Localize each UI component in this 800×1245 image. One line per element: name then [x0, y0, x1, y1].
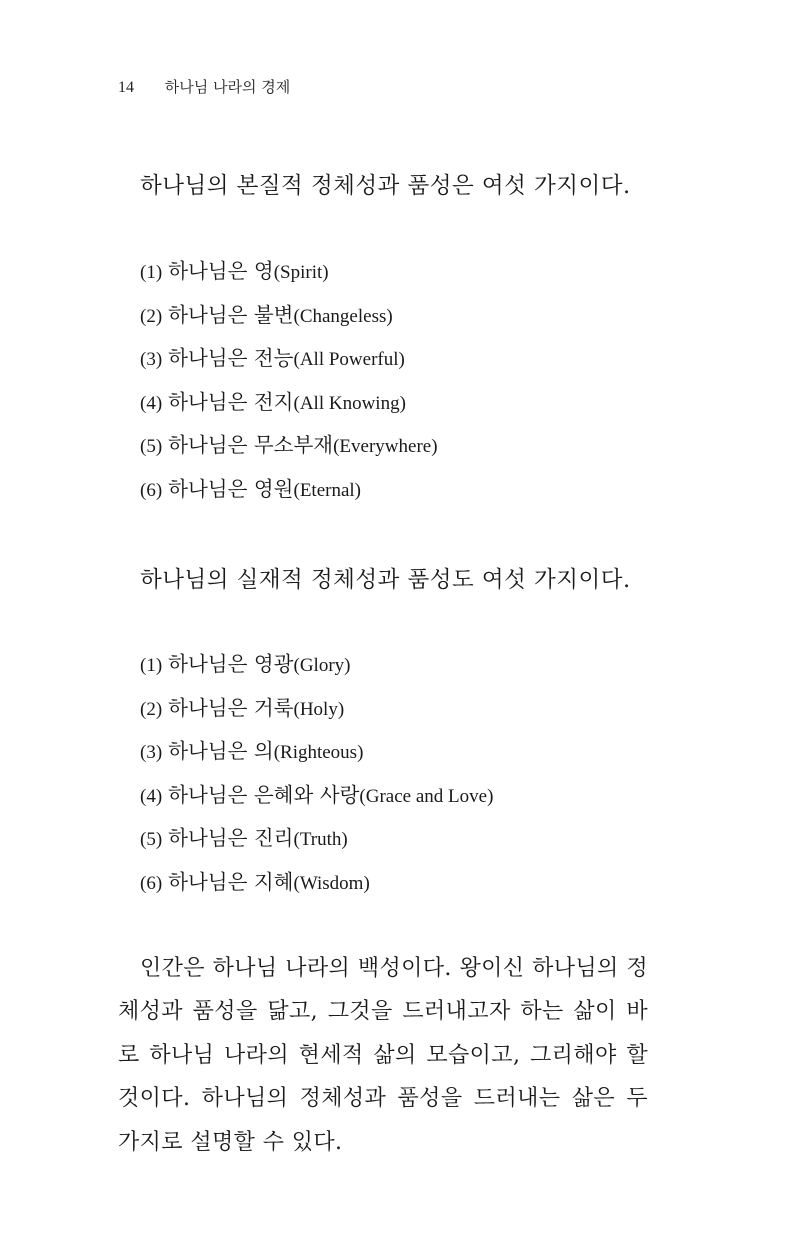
running-header — [118, 76, 290, 97]
body-paragraph: 인간은 하나님 나라의 백성이다. 왕이신 하나님의 정체성과 품성을 닮고, 그것을 드러내고자 하는 삶이 바로 하나님 나라의 현세적 삶의 모습이고, 그리해야 할 것이다. 하나님의 정체성과 품성을 드러내는 삶은 두 가지로 설명할 수 있다. — [118, 956, 648, 1155]
essential-attributes-list — [140, 257, 438, 519]
section1-lead: 하나님의 본질적 정체성과 품성은 여섯 가지이다. — [140, 173, 631, 199]
list-item: (2) 하나님은 거룩(Holy) — [140, 695, 345, 720]
running-title: 하나님 나라의 경제 — [164, 78, 291, 96]
list-item: (6) 하나님은 지혜(Wisdom) — [140, 869, 370, 894]
list-item: (3) 하나님은 전능(All Powerful) — [140, 346, 405, 371]
list-item: (6) 하나님은 영원(Eternal) — [140, 476, 362, 501]
list-item: (4) 하나님은 전지(All Knowing) — [140, 389, 406, 414]
section2-lead: 하나님의 실재적 정체성과 품성도 여섯 가지이다. — [140, 567, 631, 593]
list-item: (3) 하나님은 의(Righteous) — [140, 739, 364, 764]
list-item: (5) 하나님은 무소부재(Everywhere) — [140, 433, 438, 458]
page-number: 14 — [118, 79, 134, 96]
list-item: (1) 하나님은 영광(Glory) — [140, 652, 351, 676]
list-item: (1) 하나님은 영(Spirit) — [140, 259, 329, 283]
list-item: (5) 하나님은 진리(Truth) — [140, 826, 348, 851]
real-attributes-list — [140, 650, 493, 912]
list-item: (4) 하나님은 은혜와 사랑(Grace and Love) — [140, 782, 494, 807]
list-item: (2) 하나님은 불변(Changeless) — [140, 302, 393, 327]
